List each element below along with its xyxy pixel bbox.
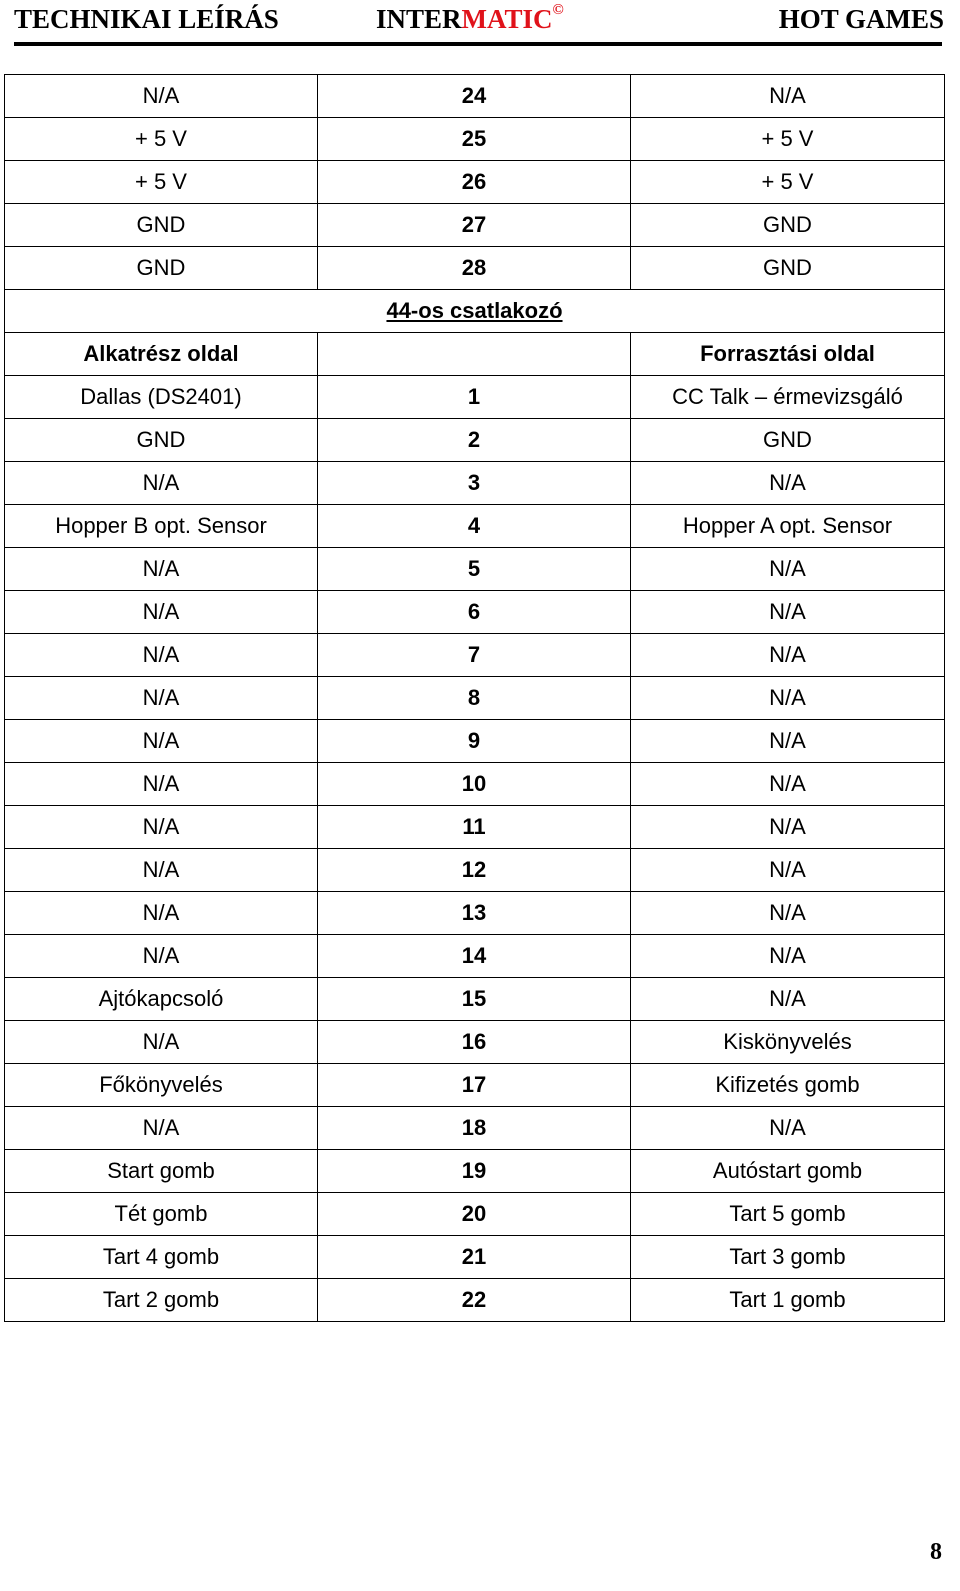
left-cell: N/A: [5, 892, 318, 935]
pin-number-cell: 21: [318, 1236, 631, 1279]
right-cell: + 5 V: [631, 161, 945, 204]
table-row: [5, 462, 945, 505]
right-cell: N/A: [631, 935, 945, 978]
right-cell: N/A: [631, 634, 945, 677]
left-cell: + 5 V: [5, 161, 318, 204]
table-row: [5, 634, 945, 677]
table-row: [5, 376, 945, 419]
header-product-name: HOT GAMES: [778, 4, 944, 34]
page-header: [14, 0, 944, 40]
brand-black-part: INTER: [376, 4, 462, 34]
left-cell: N/A: [5, 849, 318, 892]
left-cell: N/A: [5, 677, 318, 720]
right-cell: N/A: [631, 548, 945, 591]
table-row: [5, 1150, 945, 1193]
pin-number-cell: 4: [318, 505, 631, 548]
right-cell: Hopper A opt. Sensor: [631, 505, 945, 548]
table-row: [5, 591, 945, 634]
table-row: [5, 1021, 945, 1064]
table-row: [5, 763, 945, 806]
right-cell: Tart 3 gomb: [631, 1236, 945, 1279]
pin-number-cell: 6: [318, 591, 631, 634]
column-header-component-side: Alkatrész oldal: [5, 333, 318, 376]
right-cell: N/A: [631, 763, 945, 806]
left-cell: N/A: [5, 806, 318, 849]
table-row: [5, 247, 945, 290]
right-cell: N/A: [631, 720, 945, 763]
table-row: [5, 1064, 945, 1107]
table-row: [5, 505, 945, 548]
right-cell: Kifizetés gomb: [631, 1064, 945, 1107]
pin-number-cell: 20: [318, 1193, 631, 1236]
left-cell: + 5 V: [5, 118, 318, 161]
left-cell: GND: [5, 247, 318, 290]
left-cell: N/A: [5, 634, 318, 677]
pin-number-cell: 7: [318, 634, 631, 677]
right-cell: N/A: [631, 75, 945, 118]
pin-number-cell: 12: [318, 849, 631, 892]
brand-red-part: MATIC: [461, 4, 553, 34]
pin-number-cell: 2: [318, 419, 631, 462]
table-row: [5, 806, 945, 849]
section-title-row: [5, 290, 945, 333]
pin-number-cell: 9: [318, 720, 631, 763]
left-cell: Ajtókapcsoló: [5, 978, 318, 1021]
table-row: [5, 935, 945, 978]
pin-number-cell: 24: [318, 75, 631, 118]
column-header-row: [5, 333, 945, 376]
page-number: 8: [930, 1539, 942, 1565]
table-row: [5, 1193, 945, 1236]
pin-number-cell: 5: [318, 548, 631, 591]
left-cell: N/A: [5, 720, 318, 763]
pin-number-cell: 19: [318, 1150, 631, 1193]
table-row: [5, 548, 945, 591]
left-cell: Tart 4 gomb: [5, 1236, 318, 1279]
table-row: [5, 118, 945, 161]
right-cell: Autóstart gomb: [631, 1150, 945, 1193]
right-cell: CC Talk – érmevizsgáló: [631, 376, 945, 419]
table-row: [5, 978, 945, 1021]
pin-number-cell: 28: [318, 247, 631, 290]
left-cell: N/A: [5, 591, 318, 634]
pin-number-cell: 17: [318, 1064, 631, 1107]
table-row: [5, 892, 945, 935]
left-cell: N/A: [5, 1021, 318, 1064]
left-cell: N/A: [5, 1107, 318, 1150]
pin-number-cell: 25: [318, 118, 631, 161]
left-cell: N/A: [5, 75, 318, 118]
right-cell: GND: [631, 204, 945, 247]
left-cell: N/A: [5, 935, 318, 978]
table-row: [5, 161, 945, 204]
table-row: [5, 1236, 945, 1279]
left-cell: Dallas (DS2401): [5, 376, 318, 419]
right-cell: N/A: [631, 849, 945, 892]
right-cell: Tart 5 gomb: [631, 1193, 945, 1236]
pin-number-cell: 8: [318, 677, 631, 720]
pin-number-cell: 16: [318, 1021, 631, 1064]
right-cell: N/A: [631, 677, 945, 720]
right-cell: N/A: [631, 1107, 945, 1150]
pin-number-cell: 10: [318, 763, 631, 806]
left-cell: Start gomb: [5, 1150, 318, 1193]
pin-number-cell: 18: [318, 1107, 631, 1150]
left-cell: Tart 2 gomb: [5, 1279, 318, 1322]
pin-number-cell: 13: [318, 892, 631, 935]
copyright-symbol: ©: [552, 2, 564, 18]
right-cell: Tart 1 gomb: [631, 1279, 945, 1322]
connector-section-title: 44-os csatlakozó: [5, 290, 945, 333]
pin-number-cell: 22: [318, 1279, 631, 1322]
right-cell: Kiskönyvelés: [631, 1021, 945, 1064]
right-cell: + 5 V: [631, 118, 945, 161]
table-row: [5, 677, 945, 720]
column-header-solder-side: Forrasztási oldal: [631, 333, 945, 376]
left-cell: Tét gomb: [5, 1193, 318, 1236]
pin-number-cell: 15: [318, 978, 631, 1021]
right-cell: GND: [631, 247, 945, 290]
header-brand: [376, 4, 564, 35]
right-cell: N/A: [631, 806, 945, 849]
left-cell: Hopper B opt. Sensor: [5, 505, 318, 548]
column-header-pin: [318, 333, 631, 376]
table-row: [5, 75, 945, 118]
pin-number-cell: 3: [318, 462, 631, 505]
table-row: [5, 1279, 945, 1322]
pin-number-cell: 27: [318, 204, 631, 247]
left-cell: N/A: [5, 462, 318, 505]
right-cell: GND: [631, 419, 945, 462]
table-row: [5, 720, 945, 763]
left-cell: GND: [5, 204, 318, 247]
left-cell: GND: [5, 419, 318, 462]
pinout-table: [4, 74, 945, 1322]
left-cell: Főkönyvelés: [5, 1064, 318, 1107]
pinout-table-body: [5, 75, 945, 1322]
right-cell: N/A: [631, 591, 945, 634]
pin-number-cell: 26: [318, 161, 631, 204]
left-cell: N/A: [5, 548, 318, 591]
table-row: [5, 1107, 945, 1150]
pin-number-cell: 11: [318, 806, 631, 849]
header-divider: [14, 42, 942, 46]
pin-number-cell: 14: [318, 935, 631, 978]
table-row: [5, 849, 945, 892]
table-row: [5, 204, 945, 247]
left-cell: N/A: [5, 763, 318, 806]
header-document-type: TECHNIKAI LEÍRÁS: [14, 4, 279, 34]
table-row: [5, 419, 945, 462]
pin-number-cell: 1: [318, 376, 631, 419]
right-cell: N/A: [631, 892, 945, 935]
right-cell: N/A: [631, 978, 945, 1021]
right-cell: N/A: [631, 462, 945, 505]
